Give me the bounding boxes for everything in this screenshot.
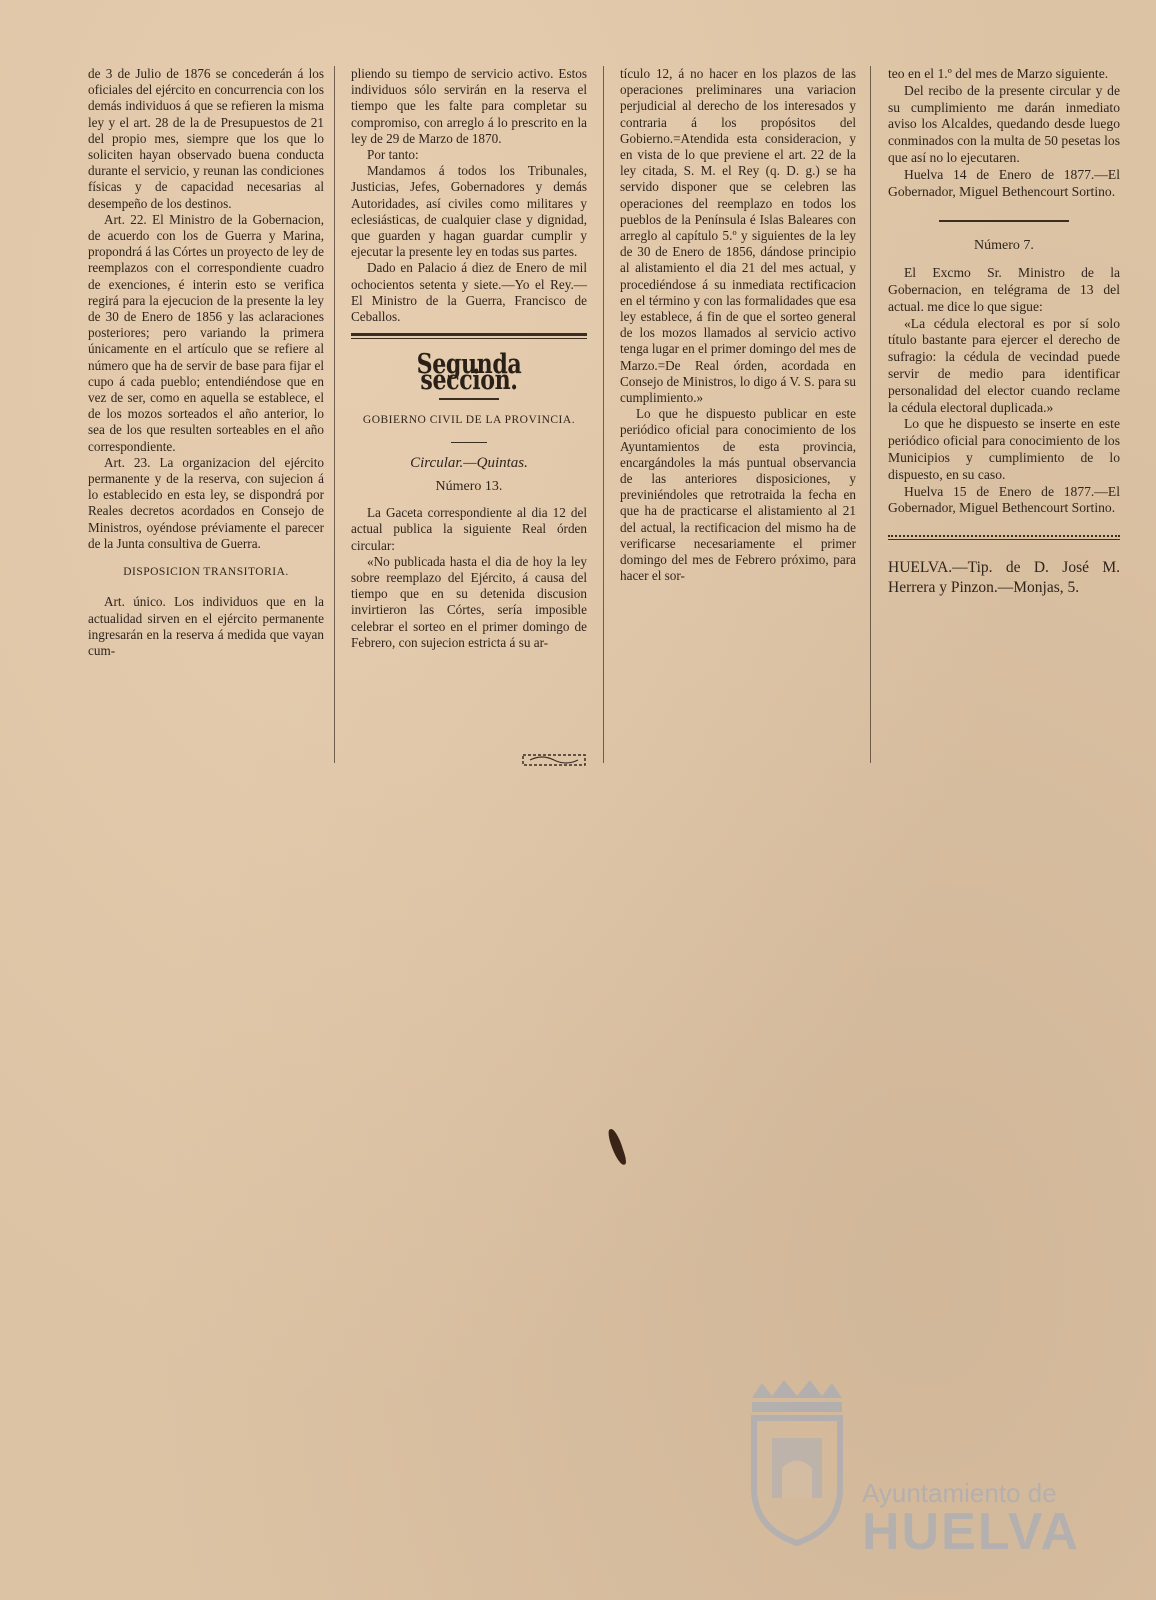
paragraph: Lo que he dispuesto publicar en este periódico oficial para conocimiento de los Ayuntamientos de esta provincia, encargándoles la más puntual observancia de las anteriores disposiciones, y previniéndoles que retrotraida la fecha en que ha de practicarse el alistamiento al 21 del actual, la rectificacion del mismo ha de verificarse necesariamente el primer domingo del mes de Febrero próximo, para hacer el sor- — [620, 406, 856, 584]
column-4 — [888, 66, 1120, 598]
paragraph: «No publicada hasta el dia de hoy la ley sobre reemplazo del Ejército, á causa del tiempo que en su detenida discusion invirtieron las Córtes, sería imposible celebrar el sorteo en el primer domingo de Febrero, con sujecion estricta á su ar- — [351, 553, 587, 650]
paragraph: Mandamos á todos los Tribunales, Justicias, Jefes, Gobernadores y demás Autoridades, así civiles como militares y eclesiásticas, de cualquier clase y dignidad, que guarden y hagan guardar cumplir y ejecutar la presente ley en todas sus partes. — [351, 163, 587, 260]
column-rule — [870, 66, 871, 763]
column-rule — [334, 66, 335, 763]
paragraph: tículo 12, á no hacer en los plazos de las operaciones preliminares una variacion perjudicial al derecho de los interesados y contraria á los propósitos del Gobierno.=Atendida esta consideracion, y en vista de lo que previene el art. 22 de la ley citada, S. M. el Rey (q. D. g.) se ha servido disponer que se celebren las operaciones del reemplazo en todos los pueblos de la Península é Islas Baleares con arreglo al capítulo 5.º y siguientes de la ley de 30 de Enero de 1856, dándose principio al alistamiento el dia 21 del mes actual, y procediéndose á su inmediata rectificacion en el término y con las formalidades que esa ley establece, á fin de que el sorteo general de los mozos llamados al servicio activo tenga lugar en el primer domingo del mes de Marzo.=De Real órden, acordada en Consejo de Ministros, lo digo á V. S. para su cumplimiento.» — [620, 66, 856, 406]
watermark-line1: Ayuntamiento de — [862, 1478, 1057, 1508]
paragraph: Huelva 14 de Enero de 1877.—El Gobernador, Miguel Bethencourt Sortino. — [888, 166, 1120, 199]
paragraph: teo en el 1.º del mes de Marzo siguiente. — [888, 66, 1109, 81]
item-number: Número 7. — [974, 238, 1034, 254]
paragraph: Art. 23. La organizacion del ejército permanente y de la reserva, con sujecion á lo establecido en esta ley, se dispondrá por Reales decretos acordados en Consejo de Ministros, oyéndose préviamente el parecer de la Junta consultiva de Guerra. — [88, 454, 324, 551]
paragraph: «La cédula electoral es por sí solo título bastante para ejercer el derecho de sufragio: la cédula de vecindad puede servir de medio para identificar personalidad del elector cuando reclame la cédula electoral duplicada.» — [888, 315, 1120, 415]
city-crest-icon — [742, 1378, 852, 1548]
divider — [888, 535, 1120, 540]
paragraph: Huelva 15 de Enero de 1877.—El Gobernador, Miguel Bethencourt Sortino. — [888, 483, 1120, 516]
circular-heading: Circular.—Quintas. — [410, 454, 528, 471]
divider — [351, 333, 587, 339]
paragraph: Art. 22. El Ministro de la Gobernacion, de acuerdo con los de Guerra y Marina, propondrá á las Córtes un proyecto de ley de reemplazos con el correspondiente cuadro de exenciones, é interin esto se verifica regirá para la ejecucion de la presente la ley de 30 de Enero de 1856 y las aclaraciones posteriores; pero variando la primera únicamente en el artículo que se refiere al número que ha de servir de base para fijar el cupo á cada pueblo; entendiéndose que en vez de ser, como en aquella se establece, el de los mozos sorteados el año anterior, lo sea de los que resulten sorteables en el año correspondiente. — [88, 211, 324, 454]
paragraph: Del recibo de la presente circular y de su cumplimiento me darán inmediato aviso los Alcaldes, quedando desde luego conminados con la multa de 50 pesetas los que así no lo ejecutaren. — [888, 82, 1120, 165]
printer-imprint: HUELVA.—Tip. de D. José M. Herrera y Pinzon.—Monjas, 5. — [888, 559, 1120, 597]
section-title: Segunda seccion. — [416, 349, 522, 397]
divider — [939, 220, 1069, 222]
paragraph: El Excmo Sr. Ministro de la Gobernacion, en telégrama de 13 del actual. me dice lo que sigue: — [888, 265, 1120, 314]
paragraph: Dado en Palacio á diez de Enero de mil ochocientos setenta y siete.—Yo el Rey.—El Ministro de la Guerra, Francisco de Ceballos. — [351, 260, 587, 325]
divider — [451, 442, 487, 443]
column-2 — [351, 66, 587, 651]
column-3 — [620, 66, 856, 585]
paragraph: pliendo su tiempo de servicio activo. Estos individuos sólo servirán en la reserva el tiempo que les falte para completar su compromiso, con arreglo á lo prescrito en la ley de 29 de Marzo de 1870. — [351, 66, 587, 146]
divider — [439, 398, 499, 400]
section-heading: DISPOSICION TRANSITORIA. — [123, 566, 289, 579]
paragraph: Art. único. Los individuos que en la actualidad sirven en el ejército permanente ingresarán en la reserva á medida que vayan cum- — [88, 594, 324, 658]
ink-stain — [606, 1127, 627, 1166]
paragraph: de 3 de Julio de 1876 se concederán á los oficiales del ejército en concurrencia con los demás individuos á que se refieren la misma ley y el art. 28 de la de Presupuestos de 21 del propio mes, siempre que los que lo soliciten hayan observado buena conducta durante el servicio, y reunan las condiciones físicas y de capacidad necesarias al desempeño de los destinos. — [88, 66, 324, 211]
paragraph: La Gaceta correspondiente al dia 12 del actual publica la siguiente Real órden circular: — [351, 505, 587, 553]
column-rule — [603, 66, 604, 763]
archive-watermark — [742, 1378, 1132, 1561]
column-1 — [88, 66, 324, 659]
paragraph: Por tanto: — [367, 147, 419, 163]
ornament-icon — [522, 752, 586, 773]
paragraph: Lo que he dispuesto se inserte en este periódico oficial para conocimiento de los Municipios y cumplimiento de lo dispuesto, en su caso. — [888, 416, 1120, 482]
item-number: Número 13. — [435, 479, 503, 495]
watermark-line2: HUELVA — [862, 1503, 1081, 1561]
section-subheading: GOBIERNO CIVIL DE LA PROVINCIA. — [362, 413, 576, 426]
